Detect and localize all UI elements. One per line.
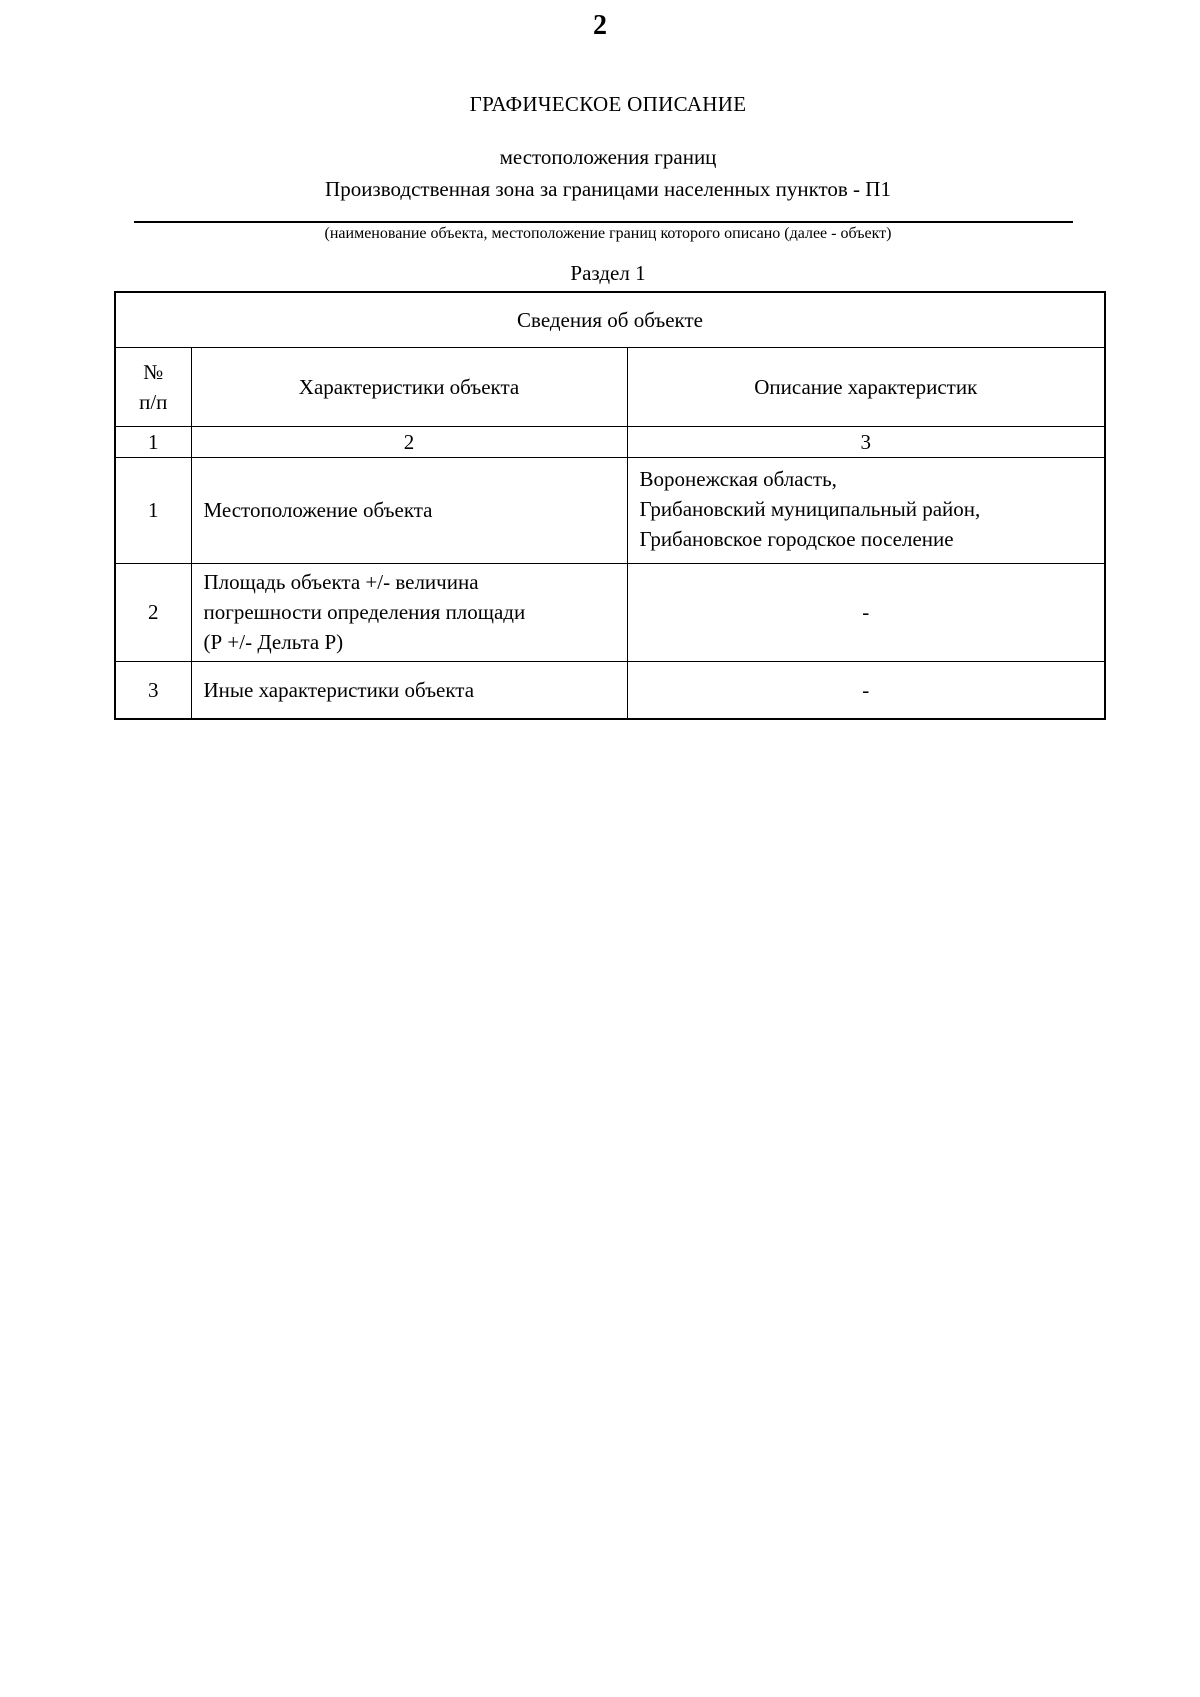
header-characteristics: Характеристики объекта <box>191 347 627 426</box>
object-name: Производственная зона за границами населенных пунктов - П1 <box>325 177 891 201</box>
row-number: 1 <box>115 457 191 563</box>
column-number: 2 <box>191 426 627 457</box>
row-description-line: - <box>862 677 870 702</box>
section-label: Раздел 1 <box>570 261 646 285</box>
header-number <box>115 347 191 426</box>
row-description-line: - <box>862 600 870 624</box>
row-characteristic <box>191 457 627 563</box>
object-name-caption: (наименование объекта, местоположение границ которого описано (далее - объект) <box>324 225 892 242</box>
header-number-line2: п/п <box>139 389 168 414</box>
document-subtitle: местоположения границ <box>499 145 717 169</box>
row-description-line: Воронежская область, <box>639 466 837 491</box>
row-description <box>627 563 1105 661</box>
table-caption-row <box>115 292 1105 347</box>
row-characteristic-line: (Р +/- Дельта Р) <box>203 630 344 654</box>
table-caption: Сведения об объекте <box>115 292 1105 347</box>
row-description <box>627 661 1105 719</box>
page-number: 2 <box>593 10 607 41</box>
row-number: 2 <box>115 563 191 661</box>
table-header-row <box>115 347 1105 426</box>
header-number-line1: № <box>143 359 164 384</box>
table-row <box>115 457 1105 563</box>
column-number: 3 <box>627 426 1105 457</box>
table-row <box>115 563 1105 661</box>
row-description-line: Грибановское городское поселение <box>639 526 954 551</box>
object-name-underline <box>134 221 1073 223</box>
header-description: Описание характеристик <box>627 347 1105 426</box>
column-number: 1 <box>115 426 191 457</box>
row-characteristic <box>191 661 627 719</box>
column-numbers-row <box>115 426 1105 457</box>
object-info-table <box>114 291 1106 720</box>
row-characteristic-line: Местоположение объекта <box>203 498 433 522</box>
row-description <box>627 457 1105 563</box>
row-characteristic <box>191 563 627 661</box>
row-description-line: Грибановский муниципальный район, <box>639 496 981 521</box>
row-characteristic-line: Площадь объекта +/- величина <box>203 570 479 594</box>
row-characteristic-line: Иные характеристики объекта <box>203 677 475 702</box>
table-row <box>115 661 1105 719</box>
row-characteristic-line: погрешности определения площади <box>203 600 526 624</box>
document-title: ГРАФИЧЕСКОЕ ОПИСАНИЕ <box>469 92 747 116</box>
row-number: 3 <box>115 661 191 719</box>
